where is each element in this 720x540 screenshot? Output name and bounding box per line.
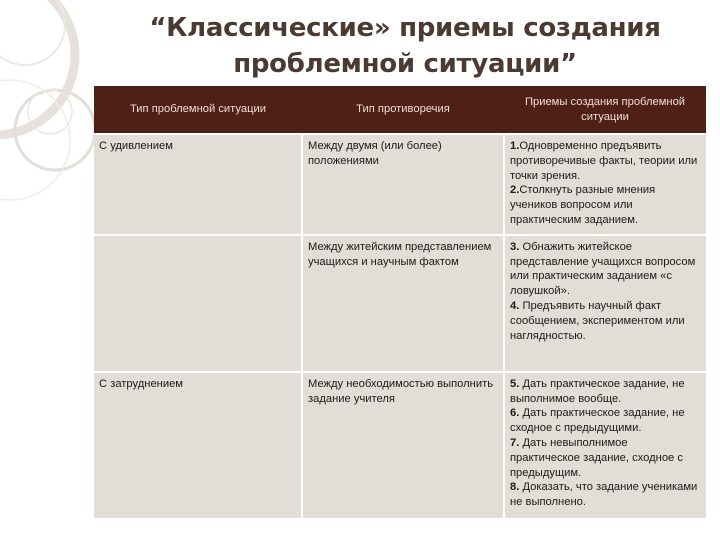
technique-text: Столкнуть разные мнения учеников вопросом или практическим заданием. — [510, 184, 656, 226]
technique-item — [510, 436, 700, 480]
slide-title — [90, 10, 720, 82]
technique-text: Обнажить житейское представление учащихся вопросом или практическим заданием «с ловушкой». — [510, 240, 696, 298]
technique-number: 1. — [510, 140, 520, 152]
technique-number: 4. — [510, 299, 520, 312]
technique-text: Доказать, что задание учениками не выполнено. — [510, 481, 698, 509]
header-techniques: Приемы создания проблемной ситуации — [504, 86, 706, 134]
technique-number: 3. — [510, 240, 520, 253]
header-situation-type: Тип проблемной ситуации — [94, 86, 302, 134]
slide-title-line2: проблемной ситуации” — [233, 49, 577, 79]
technique-item — [510, 480, 700, 510]
technique-item — [510, 406, 700, 436]
deco-ring-large — [0, 0, 75, 135]
table-row — [94, 235, 706, 372]
table-header-row — [94, 86, 706, 134]
cell-techniques — [504, 372, 706, 518]
technique-text: Дать невыполнимое практическое задание, сходное с предыдущим. — [510, 436, 683, 479]
slide-title-line1: “Классические» приемы создания — [149, 13, 661, 43]
technique-text: Предъявить научный факт сообщением, экспериментом или наглядностью. — [510, 299, 685, 342]
technique-text: Дать практическое задание, не сходное с предыдущими. — [510, 407, 685, 435]
header-contradiction-type: Тип противоречия — [302, 86, 504, 134]
deco-ring-faint — [0, 80, 70, 200]
deco-ring-middle — [0, 0, 65, 65]
technique-number: 7. — [510, 436, 520, 449]
cell-situation-type: С удивлением — [94, 134, 302, 235]
cell-contradiction: Между житейским представлением учащихся и научным фактом — [302, 235, 504, 372]
technique-item — [510, 183, 700, 227]
table-row — [94, 134, 706, 235]
deco-ring-lower — [15, 90, 95, 170]
technique-number: 6. — [510, 407, 520, 420]
cell-contradiction: Между необходимостью выполнить задание учителя — [302, 372, 504, 518]
cell-techniques — [504, 235, 706, 372]
technique-number: 5. — [510, 377, 520, 390]
deco-ring-small — [28, 90, 72, 134]
cell-situation-type: С затруднением — [94, 372, 302, 518]
technique-item — [510, 299, 700, 343]
technique-item — [510, 139, 700, 183]
cell-contradiction: Между двумя (или более) положениями — [302, 134, 504, 235]
cell-situation-type — [94, 235, 302, 372]
technique-item — [510, 377, 700, 407]
problem-situations-table — [94, 86, 706, 518]
table-row — [94, 372, 706, 518]
technique-text: Дать практическое задание, не выполнимое вообще. — [510, 377, 685, 405]
technique-number: 2. — [510, 184, 520, 197]
technique-item — [510, 240, 700, 299]
technique-number: 8. — [510, 481, 520, 494]
technique-text: Одновременно предъявить противоречивые факты, теории или точки зрения. — [510, 140, 698, 182]
cell-techniques — [504, 134, 706, 235]
